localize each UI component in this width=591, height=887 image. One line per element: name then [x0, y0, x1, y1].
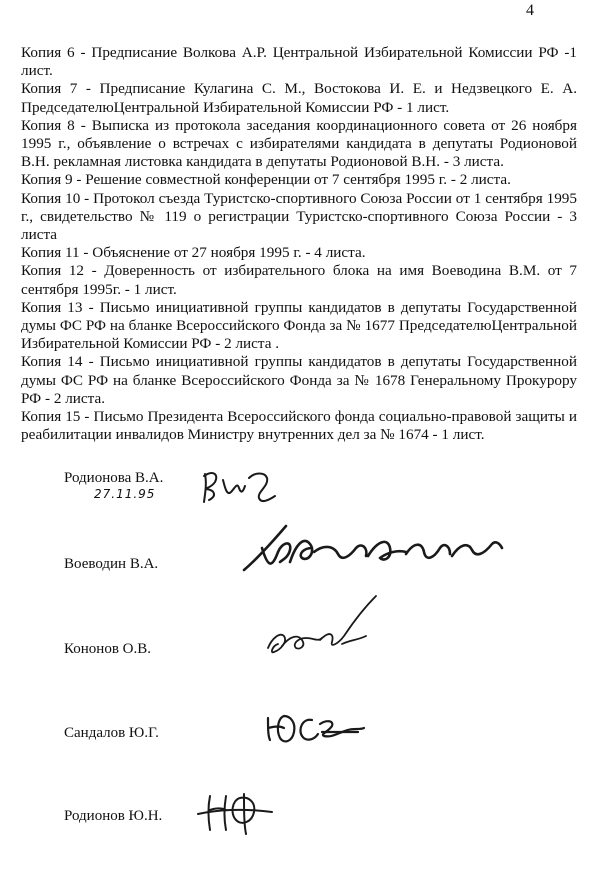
attachments-list: [21, 44, 577, 444]
attachment-copy-9: Копия 9 - Решение совместной конференции от 7 сентября 1995 г. - 2 листа.: [21, 171, 511, 189]
attachment-copy-7: Копия 7 - Предписание Кулагина С. М., Востокова И. Е. и Недзвецкого Е. А. ПредседателюЦентральной Избирательной Комиссии РФ - 1 лист.: [21, 80, 577, 116]
signatory-name: Сандалов Ю.Г.: [64, 725, 159, 741]
attachment-copy-14: Копия 14 - Письмо инициативной группы кандидатов в депутаты Государственной думы ФС РФ на бланке Всероссийского Фонда за № 1678 Генеральному Прокурору РФ - 2 листа.: [21, 353, 577, 407]
signatory-name: Родионова В.А.: [64, 470, 164, 486]
attachment-copy-13: Копия 13 - Письмо инициативной группы кандидатов в депутаты Государственной думы ФС РФ на бланке Всероссийского Фонда за № 1677 ПредседателюЦентральной Избирательной Комиссии РФ - 2 листа .: [21, 298, 577, 353]
signatory-name: Воеводин В.А.: [64, 556, 159, 572]
handwritten-signature-2: [238, 518, 508, 580]
attachment-copy-6: Копия 6 - Предписание Волкова А.Р. Центральной Избирательной Комиссии РФ -1 лист.: [21, 44, 577, 80]
attachment-copy-10: Копия 10 - Протокол съезда Туристско-спортивного Союза России от 1 сентября 1995 г., свидетельство № 119 о регистрации Туристско-спортивного Союза России - 3 листа: [21, 189, 577, 244]
attachment-copy-11: Копия 11 - Объяснение от 27 ноября 1995 г. - 4 листа.: [21, 244, 366, 262]
attachment-copy-8: Копия 8 - Выписка из протокола заседания координационного совета от 26 ноября 1995 г., объявление о встречах с избирателями кандидата в депутаты Родионовой В.Н. рекламная листовка кандидата в депутаты Родионовой В.Н. - 3 листа.: [21, 116, 577, 171]
signature-date: 27.11.95: [94, 487, 156, 501]
attachment-copy-12: Копия 12 - Доверенность от избирательного блока на имя Воеводина В.М. от 7 сентября 1995г. - 1 лист.: [21, 262, 577, 298]
handwritten-signature-1: [195, 462, 285, 512]
handwritten-signature-5: [196, 790, 286, 838]
handwritten-signature-4: [262, 708, 372, 748]
signatory-name: Кононов О.В.: [64, 641, 151, 657]
page-number: 4: [526, 2, 534, 19]
attachment-copy-15: Копия 15 - Письмо Президента Всероссийского фонда социально-правовой защиты и реабилитации инвалидов Министру внутренних дел за № 1674 - 1 лист.: [21, 408, 577, 444]
handwritten-signature-3: [262, 592, 402, 672]
signatory-name: Родионов Ю.Н.: [64, 808, 163, 824]
